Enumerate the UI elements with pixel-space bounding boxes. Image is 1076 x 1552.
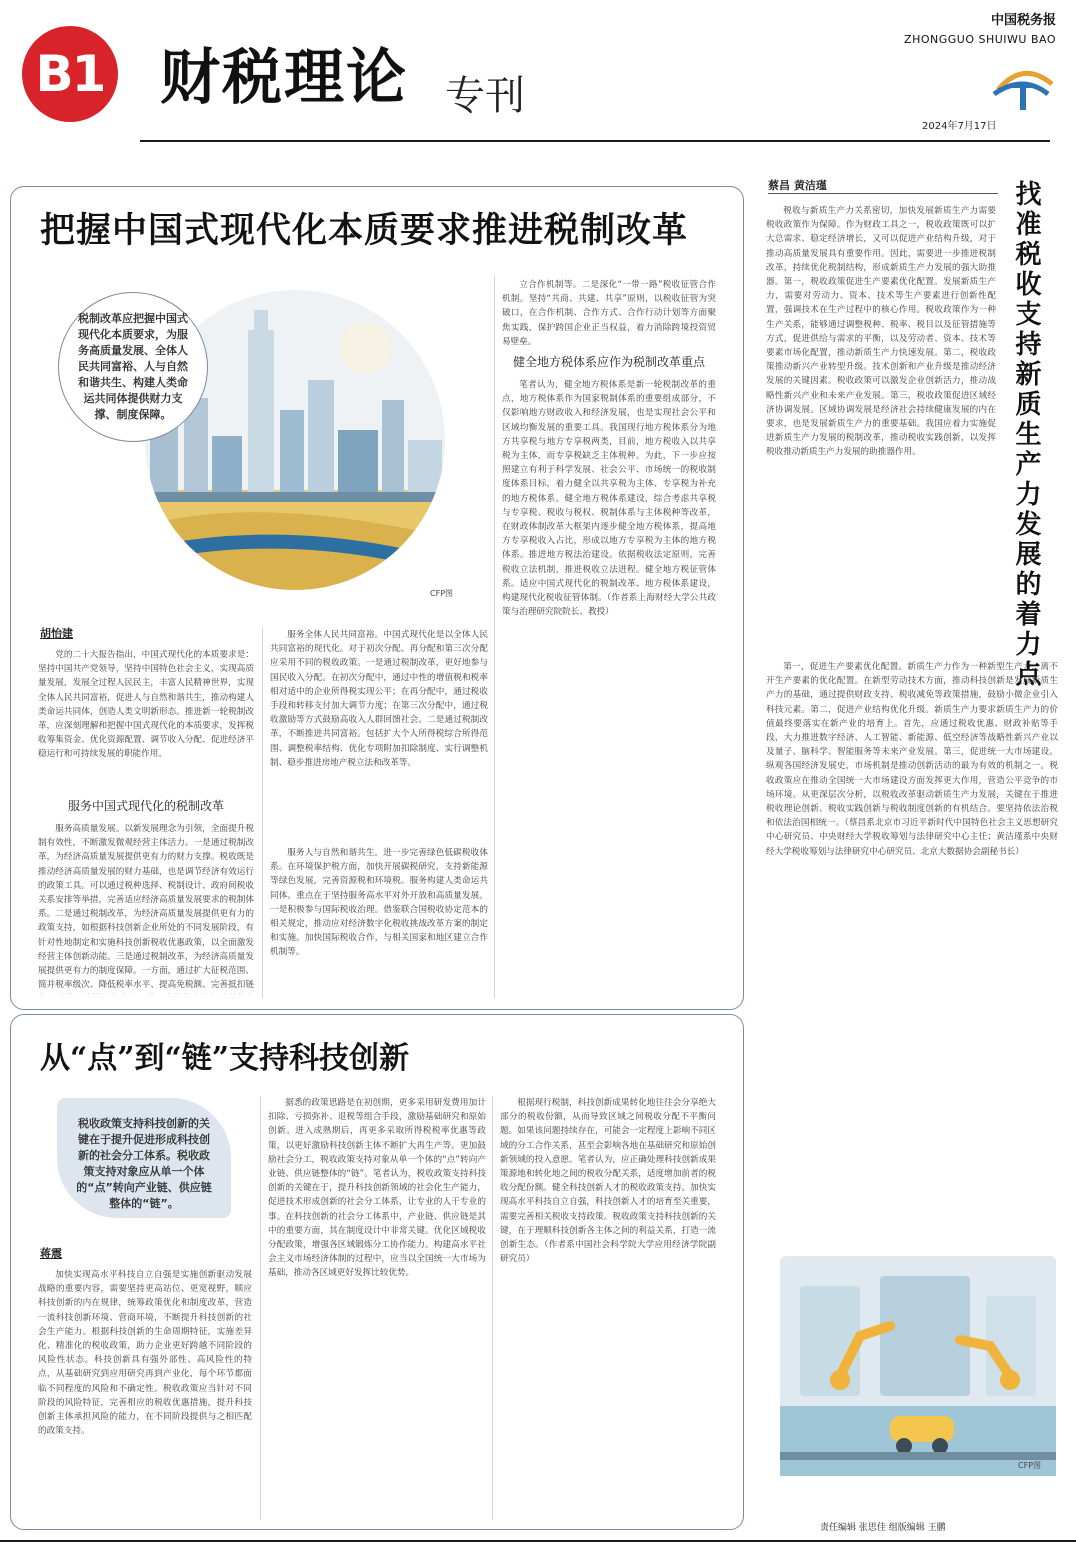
- article-1-subhead-1: 服务中国式现代化的税制改革: [67, 799, 224, 813]
- article-1-image-credit: CFP图: [430, 589, 454, 598]
- article-3-col1: 税收与新质生产力关系密切，加快发展新质生产力需要税收政策作为保障。作为财政工具之一，税收政策既可以扩大总需求、稳定经济增长，又可以促进产业结构升级，对于推动高质量发展具有重要作用。因此，需要进一步推进税制改革，持续优化税制结构，形成新质生产力发展的强大助推器。第一，税收政策促进生产要素优化配置。发展新质生产力，需要对劳动力、资本、技术等生产要素进行创新性配置，强调技术在生产过程中的核心作用。税收政策作为一种生产关系，能够通过调整税种、税率、税目以及征管措施等方式，促进供给与需求的平衡，以及劳动者、资本、技术等要素市场化配置，推动新质生产力快速发展。第二，税收政策推动新兴产业转型升级。技术创新和产业升级是推动经济发展的关键因素。税收政策可以激发企业创新活力，推动战略性新兴产业和未来产业发展。第三，税收政策促进区域经济协调发展。区域协调发展是经济社会持续健康发展的内在要求，也是发展新质生产力的重要基础。我国应着力实施促进新质生产力发展的税制改革，推动税收实践创新，以发挥税收推动新质生产力发展的助推器作用。: [766, 206, 996, 458]
- article-1-title[interactable]: 把握中国式现代化本质要求推进税制改革: [40, 210, 689, 251]
- paper-name: 中国税务报: [990, 13, 1056, 28]
- column-sub: 专刊: [445, 73, 525, 119]
- column-name: 财税理论: [160, 43, 408, 113]
- masthead-rule: [140, 140, 1050, 142]
- article-1-author: 胡怡建: [40, 627, 73, 640]
- bottom-rule: [0, 1540, 1076, 1542]
- page-editors: 责任编辑 张思佳 组版编辑 王鹏: [820, 1523, 946, 1533]
- article-1-col1-body: 服务高质量发展。以新发展理念为引领，全面提升税制有效性，不断激发微观经营主体活力。一是通过税制改革，为经济高质量发展提供更有力的财力支撑。税收既是推动经济高质量发展的财力基础，也是调节经济有效运行的政策工具。可以通过税种选择、税制设计、政府间税收关系安排等举措，完善适应经济高质量发展要求的税制体系。二是通过税制改革，为经济高质量发展提供更有力的政策支持，如根据科技创新企业所处的不同发展阶段，有针对性地制定和实施科技创新税收优惠政策，以全面激发经营主体创新动能。三是通过税制改革，为经济高质量发展提供更有力的制度保障。一方面，通过扩大征税范围、简并税率级次、降低税率水平、提高免税额、完善抵扣链: [38, 824, 254, 991]
- paper-logo-icon: [990, 60, 1056, 112]
- column-rule: [492, 1096, 493, 1520]
- article-1-col3-intro: 立合作机制等。二是深化“一带一路”税收征管合作机制。坚持“共商、共建、共享”原则，以税收征管为突破口，在合作机制、合作方式、合作行动计划等方面聚焦实践，保护跨国企业正当权益，着力消除跨境投资贸易壁垒。: [502, 280, 716, 346]
- article-3-image-credit: CFP图: [1018, 1461, 1042, 1470]
- column-rule: [262, 628, 263, 998]
- article-1-col3-body: 笔者认为，健全地方税体系是新一轮税制改革的重点，地方税体系作为国家税制体系的重要组成部分，不仅影响地方财政收入和经济发展，也是实现社会公平和区域均衡发展的重要工具。我国现行地方税体系分为地方共享税与地方专享税两类，目前，地方税收入以共享税为主体，而专享税缺乏主体税种。为此，下一步应按照建立有利于科学发展、社会公平、市场统一的税收制度体系目标，着力健全以共享税为主体、专享税为补充的地方税体系。健全地方税体系建设，综合考虑共享税与专享税、税收与税权、税制体系与主体税种等改革，在财政体制改革大框架内逐步健全地方税体系，提高地方专享税收入占比，形成以地方专享税为主体的地方税体系。推进地方税法治建设。依据税收法定原则，完善税收立法机制，推进税收立法进程。健全地方税征管体系。适应中国式现代化的税制改革、地方税体系建设，构建现代化税收征管体制。（作者系上海财经大学公共政策与治理研究院院长、教授）: [502, 380, 716, 618]
- article-1-col2-body: 服务人与自然和谐共生。进一步完善绿色低碳税收体系。在环境保护税方面，加快开展碳税研究，支持新能源等绿色发展，完善资源税和环境税。服务构建人类命运共同体。重点在于坚持服务高水平对外开放和高质量发展。一是积极参与国际税收治理。借鉴联合国税收协定范本的相关规定，推动应对经济数字化税收挑战改革方案的制定和实施。加快国际税收合作，与相关国家和地区建立合作机制等。: [270, 848, 488, 958]
- smart-factory-illustration: [780, 1256, 1056, 1476]
- article-1-col2: 服务全体人民共同富裕。中国式现代化是以全体人民共同富裕的现代化。对于初次分配、再分配和第三次分配应采用不同的税收政策。一是通过税制改革，更好地参与国民收入分配。在初次分配中，通过中性的增值税和税率相对适中的企业所得税实现公平；在再分配中，通过税收手段和转移支付加大调节力度；在第三次分配中，通过税收激励等方式鼓励高收入人群回馈社会。二是通过税制改革，不断推进共同富裕。包括扩大个人所得税综合所得范围、调整税率结构、优化专项附加扣除制度、实行调整机制、稳步推进房地产税立法和改革等。: [270, 630, 488, 768]
- article-2-col1: 加快实现高水平科技自立自强是实施创新驱动发展战略的重要内容，需要坚持更高站位、更宽视野，顺应科技创新的内在规律，统筹政策优化和制度改革，营造一流科技创新环境、营商环境，不断提升科技创新的社会生产能力。根据科技创新的生命周期特征，实施差异化、精准化的税收政策，助力企业更好跨越不同阶段的风险性状态。科技创新具有强外部性、高风险性的特点，从基础研究到应用研究再到产业化，每个环节都面临不同程度的风险和不确定性。税收政策应当针对不同阶段的风险特征，完善相应的税收优惠措施，提升科技创新主体承担风险的能力，在不同阶段提供与之相匹配的政策支持。: [38, 1270, 252, 1437]
- article-2-callout: 税收政策支持科技创新的关键在于提升促进形成科技创新的社会分工体系。税收政策支持对象应从单一个体的“点”转向产业链、供应链整体的“链”。: [57, 1098, 231, 1218]
- article-2-author: 蒋震: [40, 1247, 62, 1260]
- article-2-title[interactable]: 从“点”到“链”支持科技创新: [40, 1041, 410, 1076]
- issue-date: 2024年7月17日: [922, 121, 997, 132]
- paper-pinyin: ZHONGGUO SHUIWU BAO: [904, 33, 1056, 46]
- article-1-callout: 税制改革应把握中国式现代化本质要求，为服务高质量发展、全体人民共同富裕、人与自然和谐共生、构建人类命运共同体提供财力支撑、制度保障。: [58, 292, 208, 442]
- article-2-col2: 据悉的政策思路是在初创期，更多采用研发费用加计扣除、亏损弥补、退税等组合手段，激励基础研究和原始创新。进入成熟期后，再更多采取所得税税率优惠等政策，以更好激励科技创新主体不断扩大再生产等。更加鼓励社会分工，税收政策支持对象从单一个体的“点”转向产业链、供应链整体的“链”。笔者认为，税收政策支持科技创新的关键在于，提升科技创新领域的社会化生产能力，促进技术形成创新的社会分工体系，让专业的人干专业的事。在科技创新的社会分工体系中，产业链、供应链是其中的重要方面，其在制度设计中非常关键。优化区域税收分配政策，增强各区域锻炼分工协作能力。构建高水平社会主义市场经济体制的过程中，应当以全国统一大市场为基础，推动各区域更好发挥比较优势。: [268, 1098, 486, 1279]
- page-number-badge: B1: [22, 26, 118, 122]
- article-1-col1-intro: 党的二十大报告指出，中国式现代化的本质要求是：坚持中国共产党领导，坚持中国特色社会主义，实现高质量发展，发展全过程人民民主，丰富人民精神世界，实现全体人民共同富裕，促进人与自然和谐共生，推动构建人类命运共同体，创造人类文明新形态。推进新一轮税制改革，应深刻理解和把握中国式现代化的本质要求，发挥税收筹集资金、优化资源配置、调节收入分配、促进经济平稳运行和可持续发展的职能作用。: [38, 650, 254, 760]
- article-2-col3: 根据现行税制，科技创新成果转化地往往会分享绝大部分的税收份额，从而导致区域之间税收分配不平衡问题。如果该问题持续存在，可能会一定程度上影响不同区域的分工合作关系，甚至会影响各地在基础研究和原始创新领域的投入意愿。笔者认为，应正确处理科技创新成果策源地和转化地之间的税收分配关系，适度增加前者的税收分配份额。健全科技创新人才的税收政策支持。加快实现高水平科技自立自强，科技创新人才的培育至关重要，需要完善相关税收支持政策。税收政策支持科技创新的关键，在于理顺科技创新各主体之间的利益关系，打造一流创新生态。（作者系中国社会科学院大学应用经济学院副研究员）: [500, 1098, 716, 1265]
- article-3-title[interactable]: 找准税收支持新质生产力发展的着力点: [1011, 180, 1041, 690]
- column-rule: [494, 276, 495, 998]
- article-3-author: 蔡昌 黄洁瑾: [768, 180, 998, 194]
- article-3-col2: 第一，促进生产要素优化配置。新质生产力作为一种新型生产力，离不开生产要素的优化配置。在新型劳动技术方面，推动科技创新是发展新质生产力的基础，通过提供财政支持、税收减免等政策措施，鼓励小微企业引入科技元素。第二，促进产业结构优化升级。新质生产力要求新质生产力的价值最终要落实在新产业的培育上。首先，应通过税收优惠、财政补贴等手段，大力推进数字经济、人工智能、新能源、低空经济等战略性新兴产业以及量子、脑科学、智能服务等未来产业发展。第三，促进统一大市场建设。纵观各国经济发展史，市场机制是推动创新活动的最为有效的机制之一。税收政策应在推动全国统一大市场建设方面发挥更大作用，营造公平竞争的市场环境。从更深层次分析，以税收改革驱动新质生产力发展，关键在于推进税收理论创新、税收实践创新与税收制度创新的有机结合。要坚持依法治税和依法治国相统一。（蔡昌系北京市习近平新时代中国特色社会主义思想研究中心研究员、中央财经大学税收筹划与法律研究中心主任；黄洁瑾系中央财经大学税收筹划与法律研究中心研究员、北京大数据协会副秘书长）: [766, 662, 1058, 857]
- article-1-subhead-2: 健全地方税体系应作为税制改革重点: [512, 355, 705, 369]
- column-rule: [260, 1096, 261, 1520]
